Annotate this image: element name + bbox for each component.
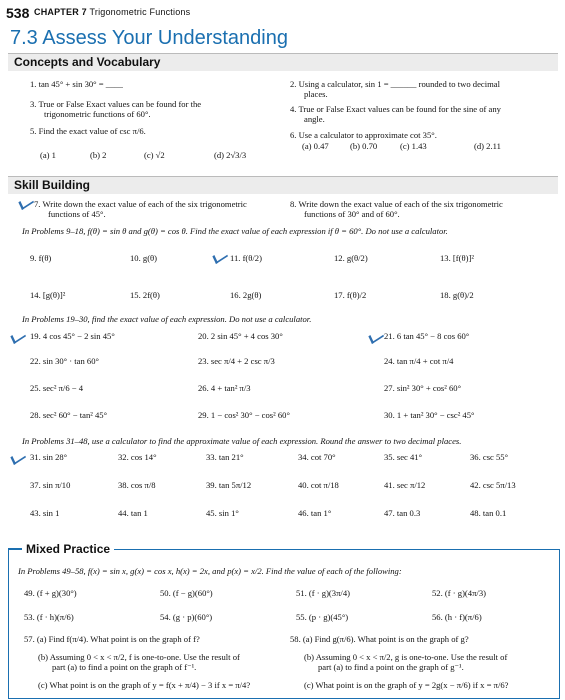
problem-36: 36. csc 55°: [470, 452, 509, 462]
problem-11: 11. f(θ/2): [230, 253, 262, 263]
problem-23: 23. sec π/4 + 2 csc π/3: [198, 356, 275, 366]
problem-1: 1. tan 45° + sin 30° = ____: [30, 79, 123, 89]
problem-12: 12. g(θ/2): [334, 253, 368, 263]
choice-6b: (b) 0.70: [350, 141, 378, 151]
problem-31: 31. sin 28°: [30, 452, 68, 462]
chapter-title: Trigonometric Functions: [89, 7, 191, 17]
choice-6d: (d) 2.11: [474, 141, 501, 151]
choice-5d: (d) 2√3/3: [214, 150, 247, 160]
problem-22: 22. sin 30° · tan 60°: [30, 356, 99, 366]
problem-50: 50. (f − g)(60°): [160, 588, 213, 598]
concepts-heading: Concepts and Vocabulary: [14, 55, 161, 69]
skill-heading-bar: [8, 176, 558, 194]
problem-58b: (b) Assuming 0 < x < π/2, g is one-to-one. Use the result of: [304, 652, 508, 662]
problem-44: 44. tan 1: [118, 508, 148, 518]
problem-54: 54. (g · p)(60°): [160, 612, 213, 622]
problem-26: 26. 4 + tan² π/3: [198, 383, 251, 393]
problem-25: 25. sec² π/6 − 4: [30, 383, 84, 393]
problem-32: 32. cos 14°: [118, 452, 157, 462]
problem-52: 52. (f · g)(4π/3): [432, 588, 486, 598]
problem-55: 55. (p · g)(45°): [296, 612, 349, 622]
problem-2-cont: places.: [304, 89, 328, 99]
check-mark-icon: [368, 329, 384, 344]
problem-45: 45. sin 1°: [206, 508, 239, 518]
problem-15: 15. 2f(θ): [130, 290, 160, 300]
mixed-practice-heading: Mixed Practice: [22, 542, 114, 556]
choice-5a: (a) 1: [40, 150, 56, 160]
page-number: 538: [6, 5, 30, 21]
problem-3-cont: trigonometric functions of 60°.: [44, 109, 151, 119]
instructions-31-48: In Problems 31–48, use a calculator to find the approximate value of each expression. Round the answer to two decimal places.: [22, 436, 462, 446]
problem-57c: (c) What point is on the graph of y = f(x + π/4) − 3 if x = π/4?: [38, 680, 251, 690]
problem-7-cont: functions of 45°.: [48, 209, 106, 219]
problem-58a: 58. (a) Find g(π/6). What point is on the graph of g?: [290, 634, 469, 644]
choice-6a: (a) 0.47: [302, 141, 329, 151]
problem-53: 53. (f · h)(π/6): [24, 612, 74, 622]
problem-57b: (b) Assuming 0 < x < π/2, f is one-to-one. Use the result of: [38, 652, 240, 662]
problem-37: 37. sin π/10: [30, 480, 71, 490]
choice-5b: (b) 2: [90, 150, 107, 160]
problem-43: 43. sin 1: [30, 508, 60, 518]
problem-30: 30. 1 + tan² 30° − csc² 45°: [384, 410, 475, 420]
problem-46: 46. tan 1°: [298, 508, 332, 518]
problem-58b-cont: part (a) to find a point on the graph of g⁻¹.: [318, 662, 464, 672]
check-mark-icon: [10, 329, 26, 344]
problem-8-cont: functions of 30° and of 60°.: [304, 209, 400, 219]
problem-9: 9. f(θ): [30, 253, 52, 263]
problem-8: 8. Write down the exact value of each of the six trigonometric: [290, 199, 503, 209]
check-mark-icon: [212, 249, 228, 264]
problem-41: 41. sec π/12: [384, 480, 426, 490]
problem-21: 21. 6 tan 45° − 8 cos 60°: [384, 331, 470, 341]
page-header: [0, 0, 565, 26]
problem-18: 18. g(θ)/2: [440, 290, 474, 300]
problem-4: 4. True or False Exact values can be found for the sine of any: [290, 104, 501, 114]
problem-47: 47. tan 0.3: [384, 508, 421, 518]
instructions-49-58: In Problems 49–58, f(x) = sin x, g(x) = cos x, h(x) = 2x, and p(x) = x/2. Find the value of each of the following:: [18, 566, 402, 576]
problem-57a: 57. (a) Find f(π/4). What point is on the graph of f?: [24, 634, 200, 644]
choice-6c: (c) 1.43: [400, 141, 427, 151]
instructions-19-30: In Problems 19–30, find the exact value of each expression. Do not use a calculator.: [22, 314, 312, 324]
problem-10: 10. g(θ): [130, 253, 158, 263]
problem-58c: (c) What point is on the graph of y = 2g(x − π/6) if x = π/6?: [304, 680, 509, 690]
problem-35: 35. sec 41°: [384, 452, 423, 462]
problem-3: 3. True or False Exact values can be found for the: [30, 99, 202, 109]
problem-39: 39. tan 5π/12: [206, 480, 252, 490]
problem-13: 13. [f(θ)]²: [440, 253, 474, 263]
chapter-label: CHAPTER 7 Trigonometric Functions: [34, 7, 191, 17]
problem-56: 56. (h · f)(π/6): [432, 612, 482, 622]
instructions-9-18: In Problems 9–18, f(θ) = sin θ and g(θ) = cos θ. Find the exact value of each expression if θ = 60°. Do not use a calculator.: [22, 226, 448, 236]
check-mark-icon: [18, 195, 34, 210]
problem-40: 40. cot π/18: [298, 480, 339, 490]
problem-16: 16. 2g(θ): [230, 290, 262, 300]
skill-heading: Skill Building: [14, 178, 91, 192]
problem-14: 14. [g(θ)]²: [30, 290, 66, 300]
problem-20: 20. 2 sin 45° + 4 cos 30°: [198, 331, 283, 341]
choice-5c: (c) √2: [144, 150, 165, 160]
problem-2: 2. Using a calculator, sin 1 = ______ rounded to two decimal: [290, 79, 500, 89]
problem-19: 19. 4 cos 45° − 2 sin 45°: [30, 331, 115, 341]
problem-28: 28. sec² 60° − tan² 45°: [30, 410, 108, 420]
problem-34: 34. cot 70°: [298, 452, 336, 462]
problem-48: 48. tan 0.1: [470, 508, 507, 518]
mixed-practice-rule: [8, 548, 22, 549]
problem-33: 33. tan 21°: [206, 452, 244, 462]
section-title: 7.3 Assess Your Understanding: [10, 27, 288, 49]
problem-6: 6. Use a calculator to approximate cot 35°.: [290, 130, 437, 140]
problem-49: 49. (f + g)(30°): [24, 588, 77, 598]
problem-29: 29. 1 − cos² 30° − cos² 60°: [198, 410, 290, 420]
problem-7: 7. Write down the exact value of each of the six trigonometric: [34, 199, 247, 209]
problem-27: 27. sin² 30° + cos² 60°: [384, 383, 462, 393]
problem-38: 38. cos π/8: [118, 480, 156, 490]
problem-5: 5. Find the exact value of csc π/6.: [30, 126, 146, 136]
problem-24: 24. tan π/4 + cot π/4: [384, 356, 454, 366]
problem-17: 17. f(θ)/2: [334, 290, 367, 300]
check-mark-icon: [10, 450, 26, 465]
problem-42: 42. csc 5π/13: [470, 480, 516, 490]
problem-57b-cont: part (a) to find a point on the graph of f⁻¹.: [52, 662, 197, 672]
problem-51: 51. (f · g)(3π/4): [296, 588, 350, 598]
problem-4-cont: angle.: [304, 114, 325, 124]
concepts-heading-bar: [8, 53, 558, 71]
